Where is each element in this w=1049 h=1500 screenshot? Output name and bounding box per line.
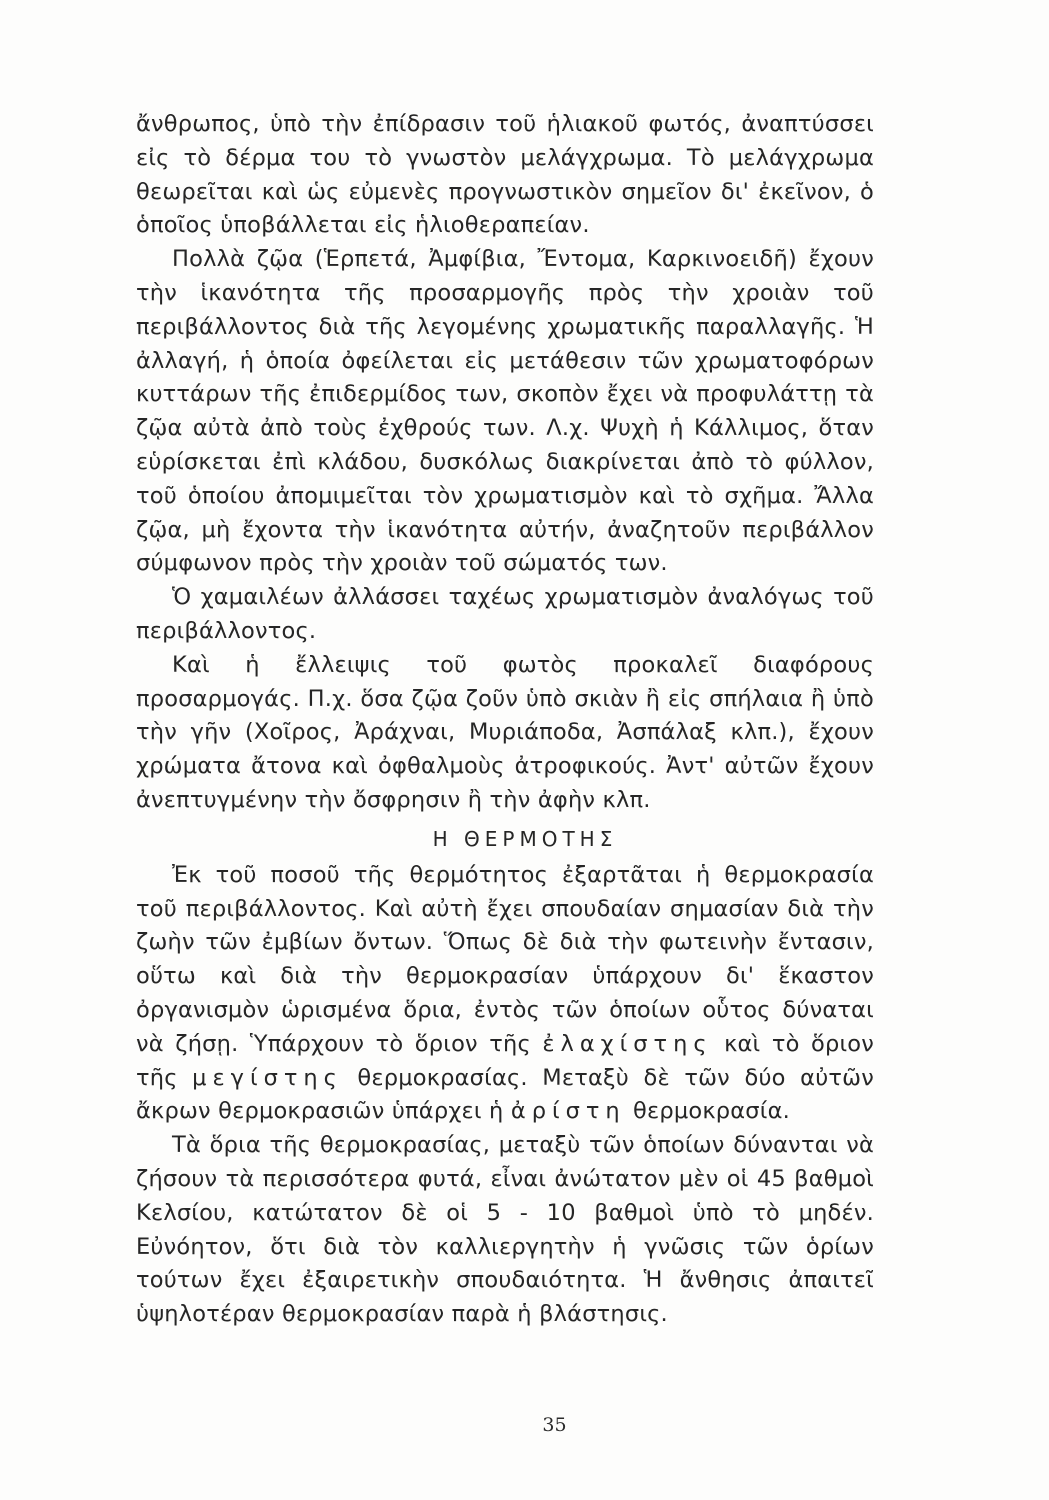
term-optimum: ἀρίστη	[510, 1098, 626, 1125]
paragraph-sunlight-melanin: ἄνθρωπος, ὑπὸ τὴν ἐπίδρασιν τοῦ ἡλιακοῦ φωτός, ἀναπτύσσει εἰς τὸ δέρμα του τὸ γνωστὸν μελάγχρωμα. Τὸ μελάγχρωμα θεωρεῖται καὶ ὡς εὐμενὲς προγνωστικὸν σημεῖον δι' ἐκεῖνον, ὁ ὁποῖος ὑποβάλλεται εἰς ἡλιοθεραπείαν.	[136, 111, 874, 239]
paragraph-lack-of-light: Καὶ ἡ ἔλλειψις τοῦ φωτὸς προκαλεῖ διαφόρους προσαρμογάς. Π.χ. ὅσα ζῷα ζοῦν ὑπὸ σκιὰν ἢ εἰς σπήλαια ἢ ὑπὸ τὴν γῆν (Χοῖρος, Ἀράχναι, Μυριάποδα, Ἀσπάλαξ κλπ.), ἔχουν χρώματα ἄτονα καὶ ὀφθαλμοὺς ἀτροφικούς. Ἀντ' αὐτῶν ἔχουν ἀνεπτυγμένην τὴν ὄσφρησιν ἢ τὴν ἀφὴν κλπ.	[136, 651, 874, 813]
paragraph-color-adaptation: Πολλὰ ζῷα (Ἑρπετά, Ἀμφίβια, Ἔντομα, Καρκινοειδῆ) ἔχουν τὴν ἱκανότητα τῆς προσαρμογῆς πρὸς τὴν χροιὰν τοῦ περιβάλλοντος διὰ τῆς λεγομένης χρωματικῆς παραλλαγῆς. Ἡ ἀλλαγή, ἡ ὁποία ὀφείλεται εἰς μετάθεσιν τῶν χρωματοφόρων κυττάρων τῆς ἐπιδερμίδος των, σκοπὸν ἔχει νὰ προφυλάττῃ τὰ ζῷα αὐτὰ ἀπὸ τοὺς ἐχθρούς των. Λ.χ. Ψυχὴ ἡ Κάλλιμος, ὅταν εὑρίσκεται ἐπὶ κλάδου, δυσκόλως διακρίνεται ἀπὸ τὸ φύλλον, τοῦ ὁποίου ἀπομιμεῖται τὸν χρωματισμὸν καὶ τὸ σχῆμα. Ἄλλα ζῷα, μὴ ἔχοντα τὴν ἱκανότητα αὐτήν, ἀναζητοῦν περιβάλλον σύμφωνον πρὸς τὴν χροιὰν τοῦ σώματός των.	[136, 246, 874, 577]
paragraph-text-segment: καὶ τὸ ὅριον τῆς	[136, 1030, 875, 1091]
paragraph-chameleon: Ὁ χαμαιλέων ἀλλάσσει ταχέως χρωματισμὸν ἀναλόγως τοῦ περιβάλλοντος.	[136, 584, 874, 644]
paragraph-text-segment: θερμοκρασία.	[633, 1098, 790, 1125]
paragraph-text-segment: θερμοκρασίας. Μεταξὺ δὲ τῶν δύο αὐτῶν ἄκρων θερμοκρασιῶν ὑπάρχει ἡ	[136, 1064, 874, 1125]
paragraph-plant-temperature: Τὰ ὅρια τῆς θερμοκρασίας, μεταξὺ τῶν ὁποίων δύνανται νὰ ζήσουν τὰ περισσότερα φυτά, εἶναι ἀνώτατον μὲν οἱ 45 βαθμοὶ Κελσίου, κατώτατον δὲ οἱ 5 - 10 βαθμοὶ ὑπὸ τὸ μηδέν. Εὐνόητον, ὅτι διὰ τὸν καλλιεργητὴν ἡ γνῶσις τῶν ὁρίων τούτων ἔχει ἐξαιρετικὴν σπουδαιότητα. Ἡ ἄνθησις ἀπαιτεῖ ὑψηλοτέραν θερμοκρασίαν παρὰ ἡ βλάστησις.	[136, 1132, 874, 1328]
page-number: 35	[542, 1414, 567, 1436]
paragraph-temperature-limits	[136, 859, 874, 1129]
term-maximum: μεγίστης	[192, 1064, 343, 1091]
section-heading: Η ΘΕΡΜΟΤΗΣ	[432, 826, 618, 851]
body-text	[136, 108, 874, 1332]
paragraph-text-segment: Ἐκ τοῦ ποσοῦ τῆς θερμότητος ἐξαρτᾶται ἡ θερμοκρασία τοῦ περιβάλλοντος. Καὶ αὐτὴ ἔχει σπουδαίαν σημασίαν διὰ τὴν ζωὴν τῶν ἐμβίων ὄντων. Ὅπως δὲ διὰ τὴν φωτεινὴν ἔντασιν, οὕτω καὶ διὰ τὴν θερμοκρασίαν ὑπάρχουν δι' ἕκαστον ὀργανισμὸν ὡρισμένα ὅρια, ἐντὸς τῶν ὁποίων οὗτος δύναται νὰ ζήσῃ. Ὑπάρχουν τὸ ὅριον τῆς	[136, 861, 874, 1057]
term-minimum: ἐλαχίστης	[542, 1030, 713, 1057]
